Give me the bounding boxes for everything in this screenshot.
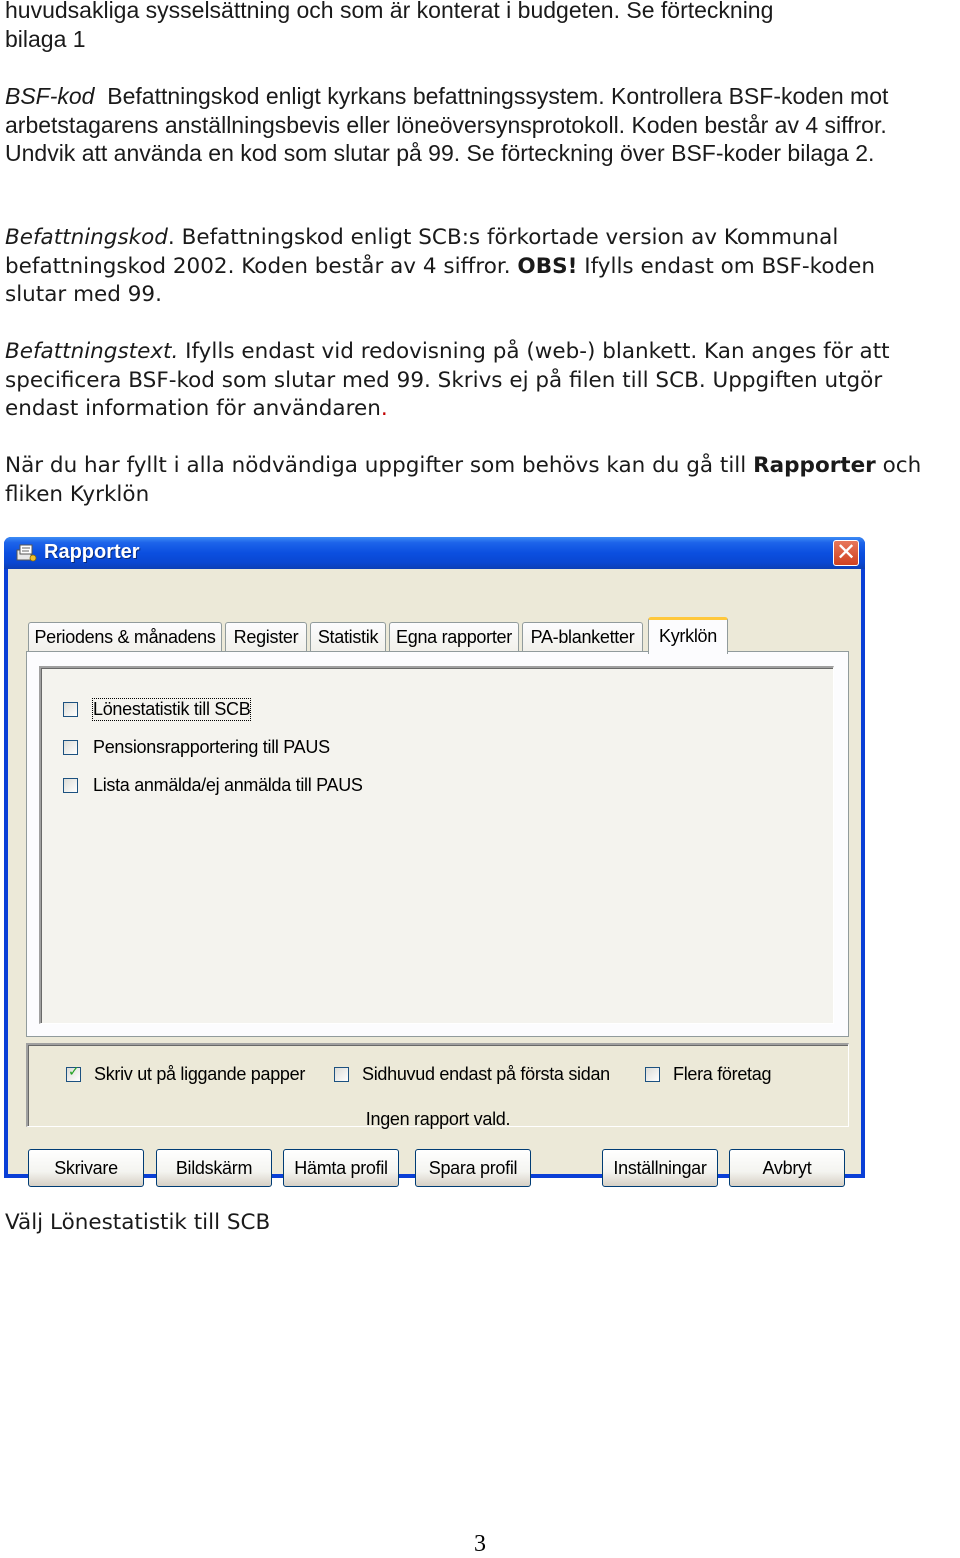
option-label: Lista anmälda/ej anmälda till PAUS [93,775,363,795]
option-label: Sidhuvud endast på första sidan [362,1064,610,1084]
checkbox-lista-anmalda[interactable] [63,778,78,793]
tab-label: Periodens & månadens [34,627,216,647]
tab-label: Kyrklön [659,626,717,646]
tab-kyrklon[interactable] [648,617,728,654]
befattningstext-paragraph [5,338,955,424]
report-list-box [39,666,834,1024]
page-number: 3 [474,1531,486,1557]
spara-profil-button[interactable] [415,1149,531,1187]
hamta-profil-button[interactable] [283,1149,399,1187]
intro-line-2: bilaga 1 [5,25,86,52]
instruction-text-1: När du har fyllt i alla nödvändiga uppgifter som behövs kan du gå till [5,453,754,478]
intro-paragraph [5,0,955,53]
bsf-description: Befattningskod enligt kyrkans befattningssystem. Kontrollera BSF-koden mot arbetstagarens anställningsbevis eller löneöversynsprotokoll. Koden består av 4 siffror. Undvik att använda en kod som slutar på 99. Se förteckning över BSF-koder bilaga 2. [5,83,889,166]
bsf-term: BSF-kod [5,83,95,109]
status-text: Ingen rapport vald. [365,1109,511,1129]
befattningstext-dot: . [380,396,388,421]
befattningskod-text-2: Ifylls endast om BSF-koden slutar med 99. [5,253,876,307]
checkbox-pensionsrapportering[interactable] [63,740,78,755]
instruction-paragraph [5,452,955,509]
check-icon: ✓ [68,1064,80,1080]
obs-label: OBS! [517,253,578,279]
befattningstext-description: Ifylls endast vid redovisning på (web-) blankett. Kan anges för att specificera BSF-kod som slutar med 99. Skrivs ej på filen till SCB. Uppgiften utgör endast information för användaren [5,339,890,421]
checkbox-flera-foretag[interactable] [645,1067,660,1082]
tab-egna-rapporter[interactable] [389,622,519,652]
close-button[interactable] [833,540,859,566]
button-label: Bildskärm [175,1158,253,1178]
befattningskod-term: Befattningskod [5,225,168,250]
tab-panel-kyrklon [26,651,849,1037]
tab-label: PA-blanketter [530,627,635,647]
tab-label: Register [233,627,299,647]
button-label: Skrivare [54,1158,118,1178]
button-label: Inställningar [613,1158,707,1178]
skrivare-button[interactable] [28,1149,144,1187]
rapporter-dialog [4,537,865,1178]
tab-register[interactable] [225,622,307,652]
checkbox-lonestatistik[interactable] [63,702,78,717]
close-icon: ✕ [835,538,857,566]
button-label: Spara profil [428,1158,518,1178]
tab-statistik[interactable] [310,622,386,652]
print-options-box [26,1043,849,1127]
dialog-client-area [8,569,861,1178]
checkbox-sidhuvud[interactable] [334,1067,349,1082]
bsf-paragraph [5,82,910,168]
dialog-title: Rapporter [44,541,140,563]
avbryt-button[interactable] [729,1149,845,1187]
rapporter-label: Rapporter [753,453,876,478]
button-label: Avbryt [762,1158,812,1178]
befattningskod-text-1: . Befattningskod enligt SCB:s förkortade version av Kommunal befattningskod 2002. Koden består av 4 siffror. [5,225,839,279]
caption: Välj Lönestatistik till SCB [5,1210,271,1235]
button-label: Hämta profil [294,1158,388,1178]
installningar-button[interactable] [602,1149,718,1187]
tab-pa-blanketter[interactable] [522,622,643,652]
checkbox-liggande-papper[interactable] [66,1064,81,1082]
tab-label: Statistik [317,627,379,647]
tab-label: Egna rapporter [396,627,512,647]
intro-line-1: huvudsakliga sysselsättning och som är konterat i budgeten. Se förteckning [5,0,774,23]
option-label: Pensionsrapportering till PAUS [93,737,330,757]
befattningstext-term: Befattningstext. [5,339,179,364]
title-bar[interactable] [4,537,865,569]
app-icon [14,542,38,564]
befattningskod-paragraph [5,224,930,310]
tab-periodens-manadens[interactable] [28,622,222,652]
option-label: Flera företag [673,1064,772,1084]
option-label: Skriv ut på liggande papper [94,1064,306,1084]
bildskarm-button[interactable] [156,1149,272,1187]
instruction-text-2: och fliken Kyrklön [5,453,922,507]
option-label: Lönestatistik till SCB [93,699,251,719]
